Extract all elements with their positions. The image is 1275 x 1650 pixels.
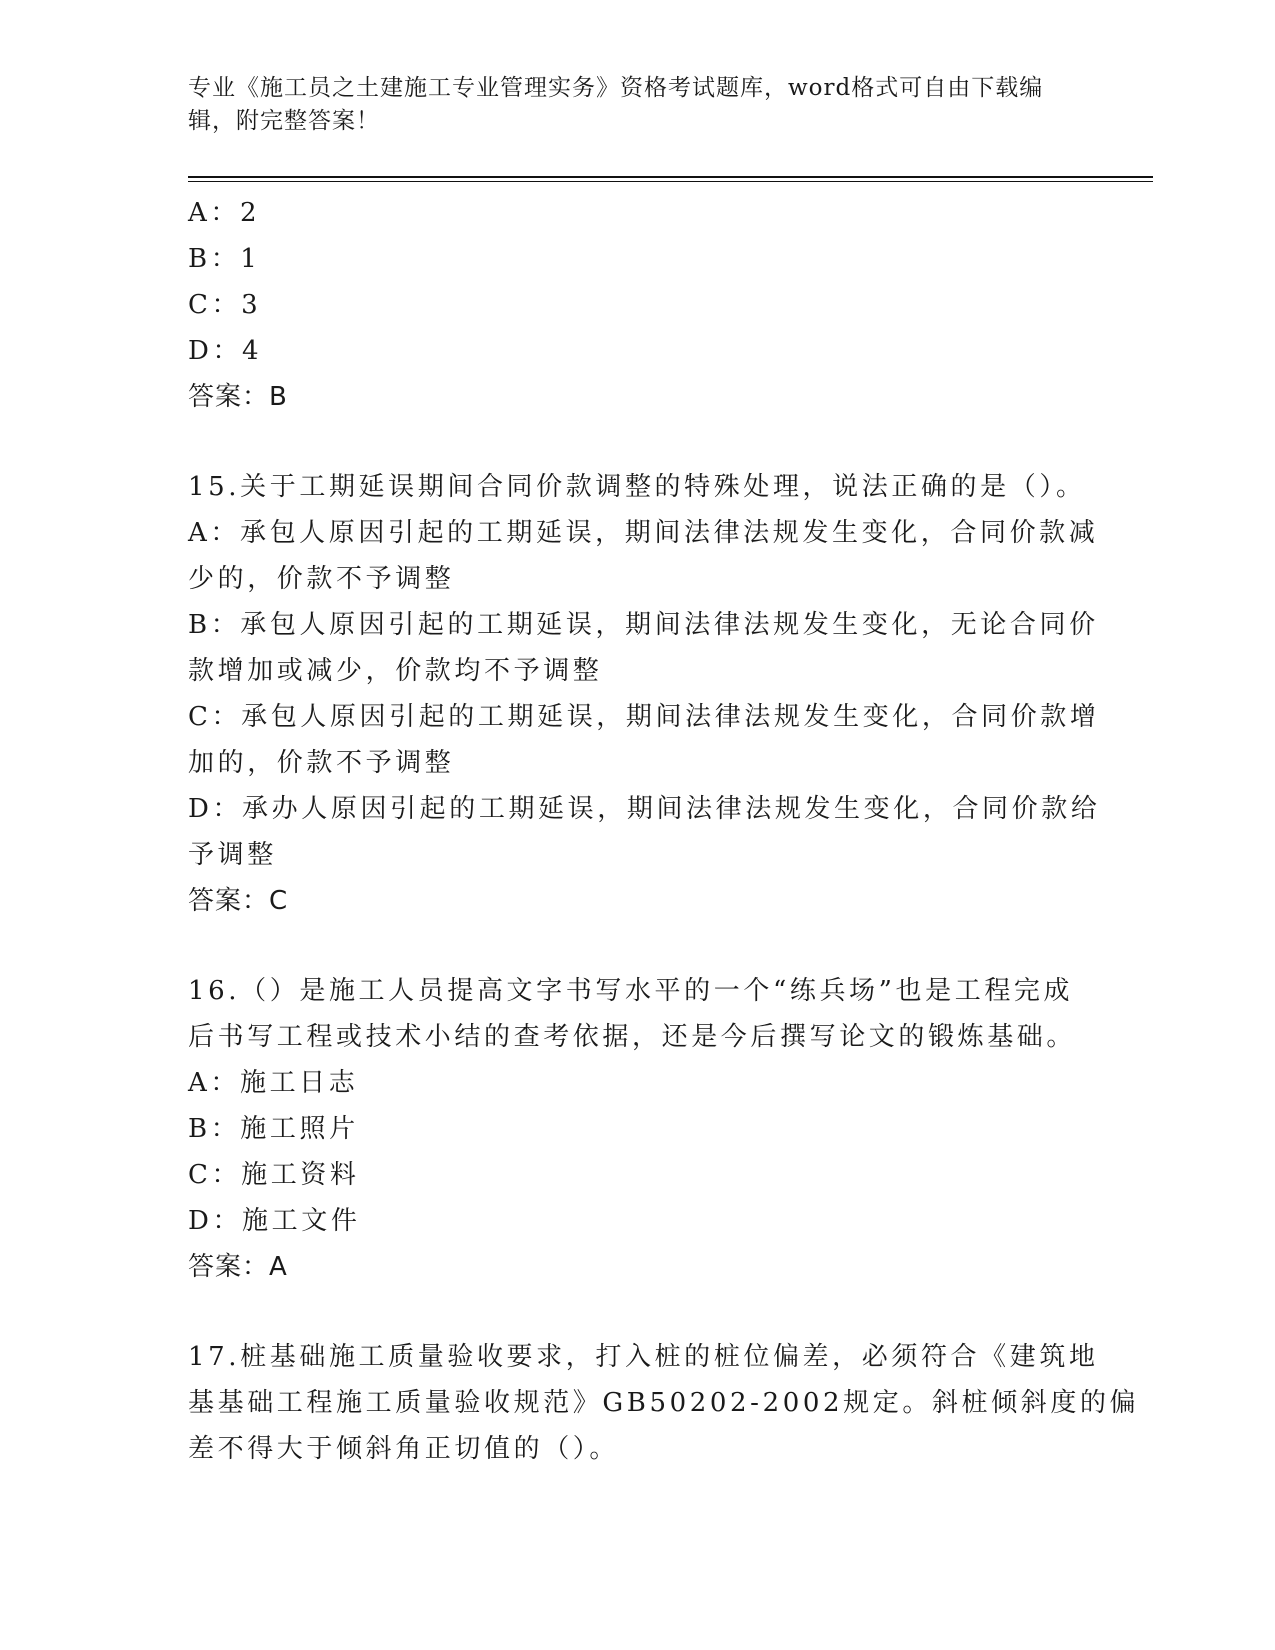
header-divider-thick xyxy=(188,176,1153,178)
question-list xyxy=(188,190,1140,1472)
answer-line: 答案：B xyxy=(188,382,288,412)
question-stem-cont: 后书写工程或技术小结的查考依据，还是今后撰写论文的锻炼基础。 xyxy=(188,1022,1077,1052)
document-header: 专业《施工员之土建施工专业管理实务》资格考试题库，word格式可自由下载编辑，附完整答案！ xyxy=(188,75,1044,134)
question-stem: 15.关于工期延误期间合同价款调整的特殊处理，说法正确的是（）。 xyxy=(188,472,1086,502)
option-a: A：2 xyxy=(188,198,261,228)
option-c: C：承包人原因引起的工期延误，期间法律法规发生变化，合同价款增 xyxy=(188,702,1100,732)
question-stem: 17.桩基础施工质量验收要求，打入桩的桩位偏差，必须符合《建筑地 xyxy=(188,1342,1099,1372)
option-d-cont: 予调整 xyxy=(188,840,277,870)
question-spacer xyxy=(188,420,1068,464)
question-stem: 16.（）是施工人员提高文字书写水平的一个“练兵场”也是工程完成 xyxy=(188,976,1074,1006)
answer-line: 答案：A xyxy=(188,1252,288,1282)
option-b: B：1 xyxy=(188,244,261,274)
option-c: C：施工资料 xyxy=(188,1160,360,1190)
question-stem-cont: 基基础工程施工质量验收规范》GB50202-2002规定。斜桩倾斜度的偏 xyxy=(188,1388,1140,1418)
option-a: A：承包人原因引起的工期延误，期间法律法规发生变化，合同价款减 xyxy=(188,518,1099,548)
question-16 xyxy=(188,968,1077,1290)
option-a: A：施工日志 xyxy=(188,1068,359,1098)
option-b: B：承包人原因引起的工期延误，期间法律法规发生变化，无论合同价 xyxy=(188,610,1099,640)
question-spacer xyxy=(188,924,1068,968)
option-b: B：施工照片 xyxy=(188,1114,359,1144)
option-c: C：3 xyxy=(188,290,262,320)
option-d: D：施工文件 xyxy=(188,1206,361,1236)
answer-line: 答案：C xyxy=(188,886,289,916)
question-stem-cont: 差不得大于倾斜角正切值的（）。 xyxy=(188,1434,620,1464)
option-b-cont: 款增加或减少，价款均不予调整 xyxy=(188,656,603,686)
question-spacer xyxy=(188,1290,1068,1334)
option-d: D：4 xyxy=(188,336,263,366)
header-divider-thin xyxy=(188,181,1153,182)
question-14 xyxy=(188,190,1068,420)
question-15 xyxy=(188,464,1101,924)
option-d: D：承办人原因引起的工期延误，期间法律法规发生变化，合同价款给 xyxy=(188,794,1101,824)
question-17 xyxy=(188,1334,1140,1472)
option-a-cont: 少的，价款不予调整 xyxy=(188,564,455,594)
option-c-cont: 加的，价款不予调整 xyxy=(188,748,455,778)
